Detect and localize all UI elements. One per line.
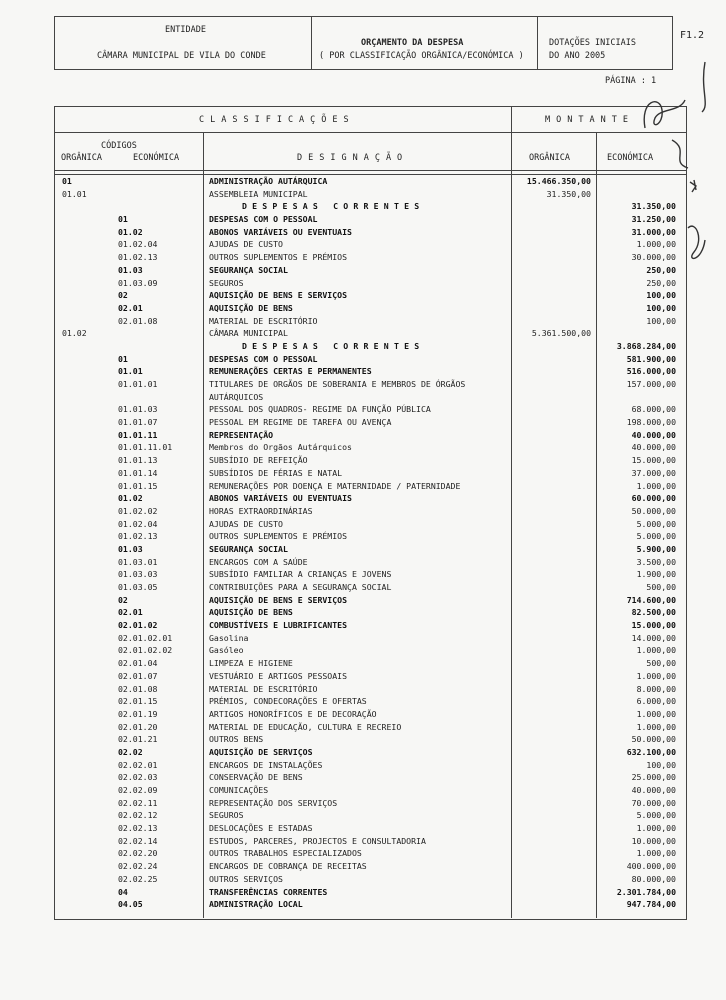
designation: REMUNERAÇÕES CERTAS E PERMANENTES [209,366,372,377]
table-row [0,644,726,657]
amount-economica: 3.500,00 [636,556,676,567]
eco-code: 02.01.20 [118,721,158,732]
amount-economica: 400.000,00 [626,861,676,872]
amount-economica: 1.000,00 [636,645,676,656]
designation: COMBUSTÍVEIS E LUBRIFICANTES [209,620,348,631]
eco-code: 02.02.14 [118,835,158,846]
designation: PESSOAL DOS QUADROS- REGIME DA FUNÇÃO PÚBLICA [209,404,431,415]
eco-code: 01.01.11 [118,429,158,440]
eco-code: 02.01.15 [118,696,158,707]
table-row [0,619,726,632]
eco-code: 01.01.14 [118,467,158,478]
amount-organica: 31.350,00 [546,188,591,199]
designation: ASSEMBLEIA MUNICIPAL [209,188,308,199]
designation: ARTIGOS HONORÍFICOS E DE DECORAÇÃO [209,708,377,719]
table-row [0,505,726,518]
amount-organica: 15.466.350,00 [526,176,591,186]
designation: AQUISIÇÃO DE BENS [209,302,293,313]
eco-code: 02.01.02.02 [118,645,173,656]
amount-economica: 100,00 [646,290,676,301]
eco-code: 01.02.04 [118,239,158,250]
eco-code: 01.01.15 [118,480,158,491]
montante-organica-heading: ORGÂNICA [529,153,570,163]
dotacoes-label: DOTAÇÕES INICIAIS [549,38,636,48]
amount-economica: 15.000,00 [631,455,676,466]
amount-economica: 31.250,00 [631,214,676,225]
designation: DESPESAS COM O PESSOAL [209,353,318,364]
eco-code: 02.01.02 [118,620,158,631]
amount-economica: 5.900,00 [636,543,676,554]
eco-code: 01.03 [118,543,143,554]
eco-code: 01.02.02 [118,505,158,516]
designation: Membros do Orgãos Autárquicos [209,442,352,453]
eco-code: 02 [118,594,128,605]
eco-code: 02.01.04 [118,658,158,669]
designation: AQUISIÇÃO DE BENS [209,607,293,618]
table-row [0,416,726,429]
amount-organica: 5.361.500,00 [531,328,591,339]
designation: REPRESENTAÇÃO [209,429,274,440]
designation: OUTROS SERVIÇOS [209,873,283,884]
eco-code: 01.01 [118,366,143,377]
table-row [0,657,726,670]
montante-heading: MONTANTE [545,115,634,125]
table-row [0,809,726,822]
table-row [0,759,726,772]
eco-code: 01.03.03 [118,569,158,580]
table-row [0,835,726,848]
amount-economica: 157.000,00 [626,379,676,389]
designation: MATERIAL DE ESCRITÓRIO [209,315,318,326]
table-row [0,695,726,708]
table-row [0,581,726,594]
eco-code: 01.01.03 [118,404,158,415]
designation: PRÉMIOS, CONDECORAÇÕES E OFERTAS [209,696,367,707]
amount-economica: 100,00 [646,759,676,770]
designation: MATERIAL DE EDUCAÇÃO, CULTURA E RECREIO [209,721,402,732]
amount-economica: 5.000,00 [636,531,676,542]
designation: ENCARGOS DE COBRANÇA DE RECEITAS [209,861,367,872]
designation: CÂMARA MUNICIPAL [209,328,288,339]
amount-economica: 947.784,00 [626,899,676,910]
designation: DESLOCAÇÕES E ESTADAS [209,823,313,834]
designation: OUTROS BENS [209,734,264,745]
amount-economica: 1.000,00 [636,708,676,719]
designation: VESTUÁRIO E ARTIGOS PESSOAIS [209,670,348,681]
designacao-heading: DESIGNAÇÃO [297,153,409,163]
eco-code: 02.02.09 [118,785,158,795]
amount-economica: 40.000,00 [631,429,676,440]
amount-economica: 50.000,00 [631,505,676,516]
amount-economica: 1.000,00 [636,848,676,859]
organica-heading: ORGÂNICA [61,153,102,163]
table-row [0,797,726,810]
amount-economica: 500,00 [646,582,676,592]
designation: MATERIAL DE ESCRITÓRIO [209,683,318,694]
table-row [0,315,726,328]
eco-code: 04 [118,886,128,897]
amount-economica: 10.000,00 [631,835,676,846]
eco-code: 02.02.03 [118,772,158,783]
designation: SEGUROS [209,810,244,821]
amount-economica: 3.868.284,00 [616,340,676,351]
table-row [0,441,726,454]
designation: OUTROS TRABALHOS ESPECIALIZADOS [209,848,362,859]
designation: ADMINISTRAÇÃO LOCAL [209,899,303,910]
eco-code: 02.02.01 [118,759,158,770]
table-row [0,847,726,860]
eco-code: 01.03 [118,264,143,275]
eco-code: 04.05 [118,899,143,910]
designation: ESTUDOS, PARCERES, PROJECTOS E CONSULTADORIA [209,835,426,846]
eco-code: 02.02.24 [118,861,158,872]
designation: DESPESAS COM O PESSOAL [209,214,318,225]
table-row [0,518,726,531]
eco-code: 02 [118,290,128,301]
eco-code: 01.01.11.01 [118,442,173,453]
table-row [0,327,726,340]
amount-economica: 82.500,00 [631,607,676,618]
table-row [0,568,726,581]
amount-economica: 581.900,00 [626,353,676,364]
eco-code: 01.03.01 [118,556,158,567]
table-row [0,860,726,873]
table-row [0,302,726,315]
designation: SEGURANÇA SOCIAL [209,264,288,275]
table-row [0,886,726,899]
year-label: DO ANO 2005 [549,51,606,61]
org-code: 01.02 [62,328,87,339]
amount-economica: 50.000,00 [631,734,676,745]
sheet-number: F1.2 [680,30,705,41]
eco-code: 02.02.20 [118,848,158,859]
classificacoes-heading: CLASSIFICAÇÕES [199,115,355,125]
designation: CONTRIBUIÇÕES PARA A SEGURANÇA SOCIAL [209,582,392,592]
org-code: 01 [62,176,72,186]
eco-code: 02.01.19 [118,708,158,719]
amount-economica: 500,00 [646,658,676,669]
amount-economica: 6.000,00 [636,696,676,707]
eco-code: 01.02 [118,226,143,237]
designation: AQUISIÇÃO DE BENS E SERVIÇOS [209,290,348,301]
table-row [0,606,726,619]
table-row [0,378,726,391]
amount-economica: 250,00 [646,277,676,288]
table-row [0,746,726,759]
table-row [0,721,726,734]
table-row [0,353,726,366]
designation: PESSOAL EM REGIME DE TAREFA OU AVENÇA [209,417,392,428]
amount-economica: 40.000,00 [631,785,676,795]
table-row [0,365,726,378]
table-row [0,784,726,797]
eco-code: 02.01.21 [118,734,158,745]
amount-economica: 198.000,00 [626,417,676,428]
table-row [0,467,726,480]
eco-code: 01 [118,353,128,364]
designation: SUBSÍDIO DE REFEIÇÃO [209,455,308,466]
amount-economica: 714.600,00 [626,594,676,605]
designation: SEGURANÇA SOCIAL [209,543,288,554]
eco-code: 02.01.08 [118,683,158,694]
table-row [0,594,726,607]
amount-economica: 31.000,00 [631,226,676,237]
eco-code: 01.02.13 [118,252,158,263]
table-row [0,543,726,556]
designation: TRANSFERÊNCIAS CORRENTES [209,886,328,897]
designation: OUTROS SUPLEMENTOS E PRÉMIOS [209,252,348,263]
amount-economica: 2.301.784,00 [616,886,676,897]
amount-economica: 14.000,00 [631,632,676,643]
amount-economica: 37.000,00 [631,467,676,478]
codigos-heading: CÓDIGOS [101,141,137,151]
amount-economica: 5.000,00 [636,518,676,529]
table-row [0,733,726,746]
eco-code: 01.01.01 [118,379,158,389]
table-row [0,632,726,645]
amount-economica: 1.000,00 [636,721,676,732]
designation: Gasolina [209,632,249,643]
designation: DESPESAS CORRENTES [242,340,425,351]
amount-economica: 25.000,00 [631,772,676,783]
amount-economica: 5.000,00 [636,810,676,821]
montante-economica-heading: ECONÓMICA [607,153,654,163]
handwritten-annotations [0,0,726,300]
amount-economica: 1.000,00 [636,670,676,681]
eco-code: 01.02.13 [118,531,158,542]
designation: ADMINISTRAÇÃO AUTÁRQUICA [209,176,328,186]
amount-economica: 30.000,00 [631,252,676,263]
table-row [0,822,726,835]
designation: REPRESENTAÇÃO DOS SERVIÇOS [209,797,338,808]
table-row [0,708,726,721]
designation: OUTROS SUPLEMENTOS E PRÉMIOS [209,531,348,542]
designation: ABONOS VARIÁVEIS OU EVENTUAIS [209,493,352,504]
table-row [0,530,726,543]
table-row [0,340,726,353]
designation: HORAS EXTRAORDINÁRIAS [209,505,313,516]
table-row [0,480,726,493]
designation: COMUNICAÇÕES [209,785,269,795]
eco-code: 01.02 [118,493,143,504]
designation: DESPESAS CORRENTES [242,201,425,212]
designation: CONSERVAÇÃO DE BENS [209,772,303,783]
designation: ENCARGOS COM A SAÚDE [209,556,308,567]
eco-code: 02.01.08 [118,315,158,326]
designation: Gasóleo [209,645,244,656]
org-code: 01.01 [62,188,87,199]
amount-economica: 516.000,00 [626,366,676,377]
designation: REMUNERAÇÕES POR DOENÇA E MATERNIDADE / PATERNIDADE [209,480,461,491]
designation: AJUDAS DE CUSTO [209,239,283,250]
amount-economica: 8.000,00 [636,683,676,694]
designation: SUBSÍDIOS DE FÉRIAS E NATAL [209,467,343,478]
designation: LIMPEZA E HIGIENE [209,658,293,669]
table-row [0,556,726,569]
amount-economica: 1.000,00 [636,823,676,834]
amount-economica: 40.000,00 [631,442,676,453]
designation: AUTÁRQUICOS [209,391,264,402]
table-row [0,898,726,911]
table-row [0,429,726,442]
amount-economica: 1.000,00 [636,239,676,250]
eco-code: 02.02 [118,746,143,757]
amount-economica: 632.100,00 [626,746,676,757]
eco-code: 02.01.02.01 [118,632,173,643]
table-row [0,391,726,404]
eco-code: 01.01.07 [118,417,158,428]
eco-code: 02.02.13 [118,823,158,834]
amount-economica: 68.000,00 [631,404,676,415]
eco-code: 01.03.05 [118,582,158,592]
eco-code: 01.01.13 [118,455,158,466]
amount-economica: 250,00 [646,264,676,275]
eco-code: 02.02.11 [118,797,158,808]
designation: ABONOS VARIÁVEIS OU EVENTUAIS [209,226,352,237]
eco-code: 01 [118,214,128,225]
amount-economica: 1.000,00 [636,480,676,491]
document-title: ORÇAMENTO DA DESPESA [361,38,464,48]
entidade-label: ENTIDADE [165,25,206,35]
designation: TITULARES DE ORGÃOS DE SOBERANIA E MEMBROS DE ÓRGÃOS [209,379,466,389]
document-subtitle: ( POR CLASSIFICAÇÃO ORGÂNICA/ECONÓMICA ) [319,51,524,61]
entidade-name: CÂMARA MUNICIPAL DE VILA DO CONDE [97,51,266,61]
table-row [0,492,726,505]
page-number: PÁGINA : 1 [605,76,657,86]
amount-economica: 1.900,00 [636,569,676,580]
economica-heading: ECONÓMICA [133,153,180,163]
eco-code: 02.01.07 [118,670,158,681]
amount-economica: 100,00 [646,315,676,326]
amount-economica: 100,00 [646,302,676,313]
eco-code: 02.02.12 [118,810,158,821]
amount-economica: 70.000,00 [631,797,676,808]
designation: AQUISIÇÃO DE BENS E SERVIÇOS [209,594,348,605]
table-row [0,873,726,886]
designation: AQUISIÇÃO DE SERVIÇOS [209,746,313,757]
eco-code: 02.01 [118,302,143,313]
eco-code: 02.01 [118,607,143,618]
eco-code: 02.02.25 [118,873,158,884]
amount-economica: 31.350,00 [631,201,676,212]
eco-code: 01.03.09 [118,277,158,288]
table-row [0,403,726,416]
designation: SEGUROS [209,277,244,288]
designation: ENCARGOS DE INSTALAÇÕES [209,759,323,770]
amount-economica: 80.000,00 [631,873,676,884]
table-row [0,771,726,784]
table-row [0,670,726,683]
designation: AJUDAS DE CUSTO [209,518,283,529]
eco-code: 01.02.04 [118,518,158,529]
designation: SUBSÍDIO FAMILIAR A CRIANÇAS E JOVENS [209,569,392,580]
table-row [0,454,726,467]
amount-economica: 15.000,00 [631,620,676,631]
amount-economica: 60.000,00 [631,493,676,504]
table-row [0,683,726,696]
